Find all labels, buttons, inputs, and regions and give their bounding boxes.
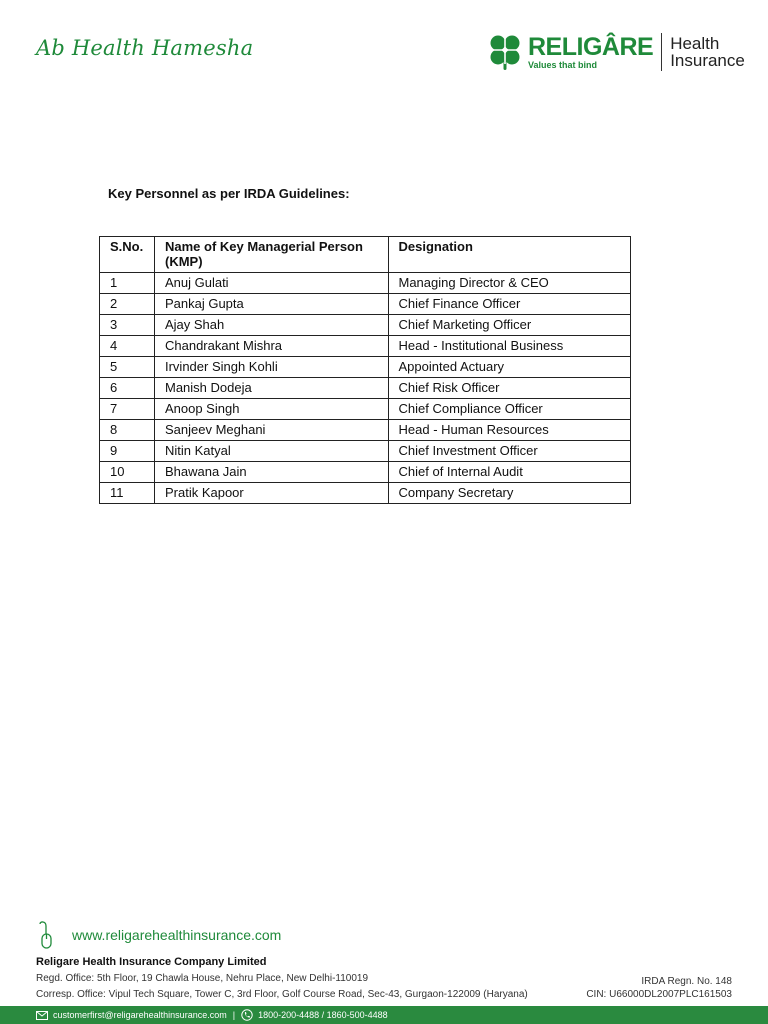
cell-sno: 11 <box>100 483 155 504</box>
page-heading: Key Personnel as per IRDA Guidelines: <box>108 186 350 201</box>
cell-designation: Head - Human Resources <box>388 420 631 441</box>
table-row <box>100 378 631 399</box>
brand-name: RELIGÂRE <box>528 32 654 61</box>
phone-icon <box>241 1009 253 1021</box>
tagline: Ab Health Hamesha <box>36 36 254 60</box>
table-row <box>100 273 631 294</box>
cin-number: CIN: U66000DL2007PLC161503 <box>586 989 732 1000</box>
table-row <box>100 420 631 441</box>
product-line-1: Health <box>670 34 720 53</box>
column-header-designation: Designation <box>388 237 631 273</box>
cell-sno: 4 <box>100 336 155 357</box>
cell-name: Manish Dodeja <box>154 378 388 399</box>
footer-website <box>36 920 281 950</box>
table-row <box>100 294 631 315</box>
cell-sno: 3 <box>100 315 155 336</box>
cell-designation: Chief Investment Officer <box>388 441 631 462</box>
table-row <box>100 315 631 336</box>
cell-designation: Chief of Internal Audit <box>388 462 631 483</box>
correspondence-office-address: Corresp. Office: Vipul Tech Square, Tower C, 3rd Floor, Golf Course Road, Sec-43, Gurgaon-122009 (Haryana) <box>36 989 528 1000</box>
religare-logo <box>486 32 745 72</box>
product-line-2: Insurance <box>670 51 745 70</box>
mouse-icon <box>36 920 64 950</box>
cell-name: Anoop Singh <box>154 399 388 420</box>
cell-sno: 9 <box>100 441 155 462</box>
cell-name: Pankaj Gupta <box>154 294 388 315</box>
table-row <box>100 399 631 420</box>
cell-sno: 1 <box>100 273 155 294</box>
cell-name: Bhawana Jain <box>154 462 388 483</box>
cell-name: Sanjeev Meghani <box>154 420 388 441</box>
table-body <box>100 273 631 504</box>
cell-designation: Head - Institutional Business <box>388 336 631 357</box>
brand-subtitle: Values that bind <box>528 59 598 70</box>
table-row <box>100 462 631 483</box>
product-name <box>670 35 745 69</box>
cell-name: Irvinder Singh Kohli <box>154 357 388 378</box>
company-name: Religare Health Insurance Company Limited <box>36 956 267 968</box>
website-link[interactable]: www.religarehealthinsurance.com <box>72 927 282 943</box>
cell-name: Pratik Kapoor <box>154 483 388 504</box>
table-row <box>100 483 631 504</box>
contact-phones[interactable]: 1800-200-4488 / 1860-500-4488 <box>258 1010 388 1020</box>
table-row <box>100 357 631 378</box>
cell-designation: Managing Director & CEO <box>388 273 631 294</box>
cell-designation: Chief Risk Officer <box>388 378 631 399</box>
contact-email[interactable]: customerfirst@religarehealthinsurance.com <box>53 1010 227 1020</box>
column-header-sno: S.No. <box>100 237 155 273</box>
table-header-row <box>100 237 631 273</box>
cell-sno: 5 <box>100 357 155 378</box>
cell-name: Nitin Katyal <box>154 441 388 462</box>
cell-sno: 10 <box>100 462 155 483</box>
cell-name: Chandrakant Mishra <box>154 336 388 357</box>
cell-name: Ajay Shah <box>154 315 388 336</box>
cell-sno: 7 <box>100 399 155 420</box>
irda-registration-number: IRDA Regn. No. 148 <box>641 976 732 987</box>
cell-designation: Chief Finance Officer <box>388 294 631 315</box>
cell-designation: Chief Compliance Officer <box>388 399 631 420</box>
envelope-icon <box>36 1011 48 1020</box>
registered-office-address: Regd. Office: 5th Floor, 19 Chawla House, Nehru Place, New Delhi-110019 <box>36 973 369 984</box>
column-header-name: Name of Key Managerial Person (KMP) <box>154 237 388 273</box>
cell-designation: Appointed Actuary <box>388 357 631 378</box>
table-row <box>100 441 631 462</box>
cell-sno: 8 <box>100 420 155 441</box>
table-row <box>100 336 631 357</box>
contact-separator: | <box>232 1010 236 1020</box>
cell-sno: 2 <box>100 294 155 315</box>
cell-designation: Chief Marketing Officer <box>388 315 631 336</box>
logo-divider <box>661 33 662 71</box>
key-personnel-table <box>99 236 631 504</box>
clover-icon <box>486 33 524 71</box>
cell-designation: Company Secretary <box>388 483 631 504</box>
cell-name: Anuj Gulati <box>154 273 388 294</box>
footer-contact-bar <box>0 1006 768 1024</box>
cell-sno: 6 <box>100 378 155 399</box>
